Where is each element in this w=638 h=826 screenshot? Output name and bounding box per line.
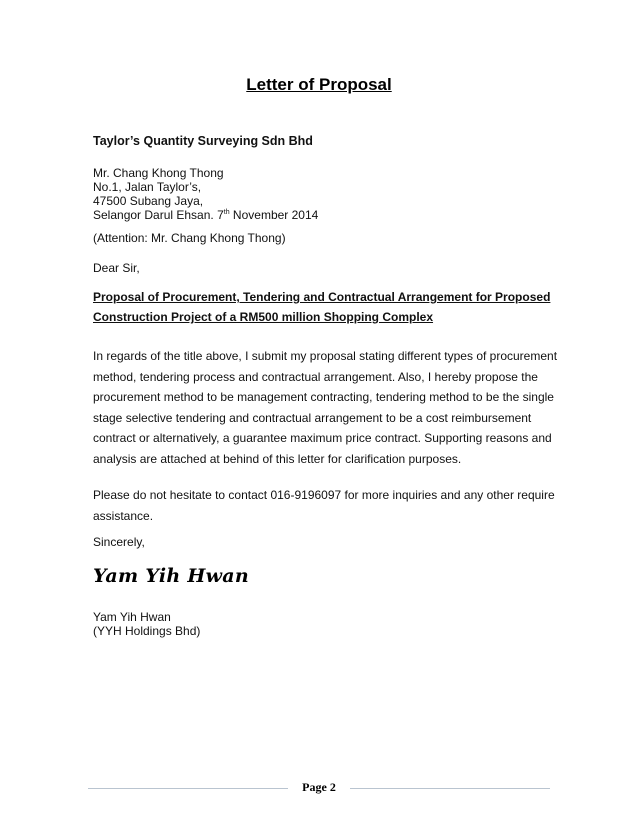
signer-organization: (YYH Holdings Bhd) xyxy=(93,624,201,638)
body-line-2: method, tendering process and contractual arrangement. Also, I hereby propose the xyxy=(93,369,538,384)
body-line-5: contract or alternatively, a guarantee maximum price contract. Supporting reasons and xyxy=(93,431,552,445)
subject-line-1: Proposal of Procurement, Tendering and Contractual Arrangement for Proposed xyxy=(93,290,551,304)
recipient-name: Mr. Chang Khong Thong xyxy=(93,166,224,180)
contact-line-1: Please do not hesitate to contact 016-9196097 for more inquiries and any other require xyxy=(93,488,555,502)
date-ordinal-suffix: th xyxy=(223,209,230,216)
address-line-1: No.1, Jalan Taylor’s, xyxy=(93,180,202,194)
salutation: Dear Sir, xyxy=(93,261,140,275)
subject-heading xyxy=(93,287,553,327)
page-number: Page 2 xyxy=(302,780,336,794)
body-paragraph xyxy=(93,346,558,469)
address-line-3-date xyxy=(93,208,553,222)
handwritten-signature: Yam Yih Hwan xyxy=(93,565,250,587)
address-line-3-prefix: Selangor Darul Ehsan. 7 xyxy=(93,208,224,222)
address-line-3-suffix: November 2014 xyxy=(229,208,319,222)
letter-title: Letter of Proposal xyxy=(246,75,392,94)
body-line-4: stage selective tendering and contractual arrangement to be a cost reimbursement xyxy=(93,410,532,425)
company-name: Taylor’s Quantity Surveying Sdn Bhd xyxy=(93,134,313,148)
closing: Sincerely, xyxy=(93,535,145,549)
attention-line: (Attention: Mr. Chang Khong Thong) xyxy=(93,231,286,245)
signer-block xyxy=(93,610,553,638)
body-line-3: procurement method to be management contracting, tendering method to be the single xyxy=(93,390,554,404)
recipient-address xyxy=(93,166,553,222)
body-line-6: analysis are attached at behind of this letter for clarification purposes. xyxy=(93,451,462,466)
signer-name: Yam Yih Hwan xyxy=(93,610,171,624)
body-line-1: In regards of the title above, I submit my proposal stating different types of procurement xyxy=(93,349,558,363)
address-line-2: 47500 Subang Jaya, xyxy=(93,194,204,208)
footer-rule-right xyxy=(350,788,550,789)
contact-paragraph xyxy=(93,485,553,526)
contact-line-2: assistance. xyxy=(93,508,154,523)
subject-line-2: Construction Project of a RM500 million Shopping Complex xyxy=(93,310,434,324)
